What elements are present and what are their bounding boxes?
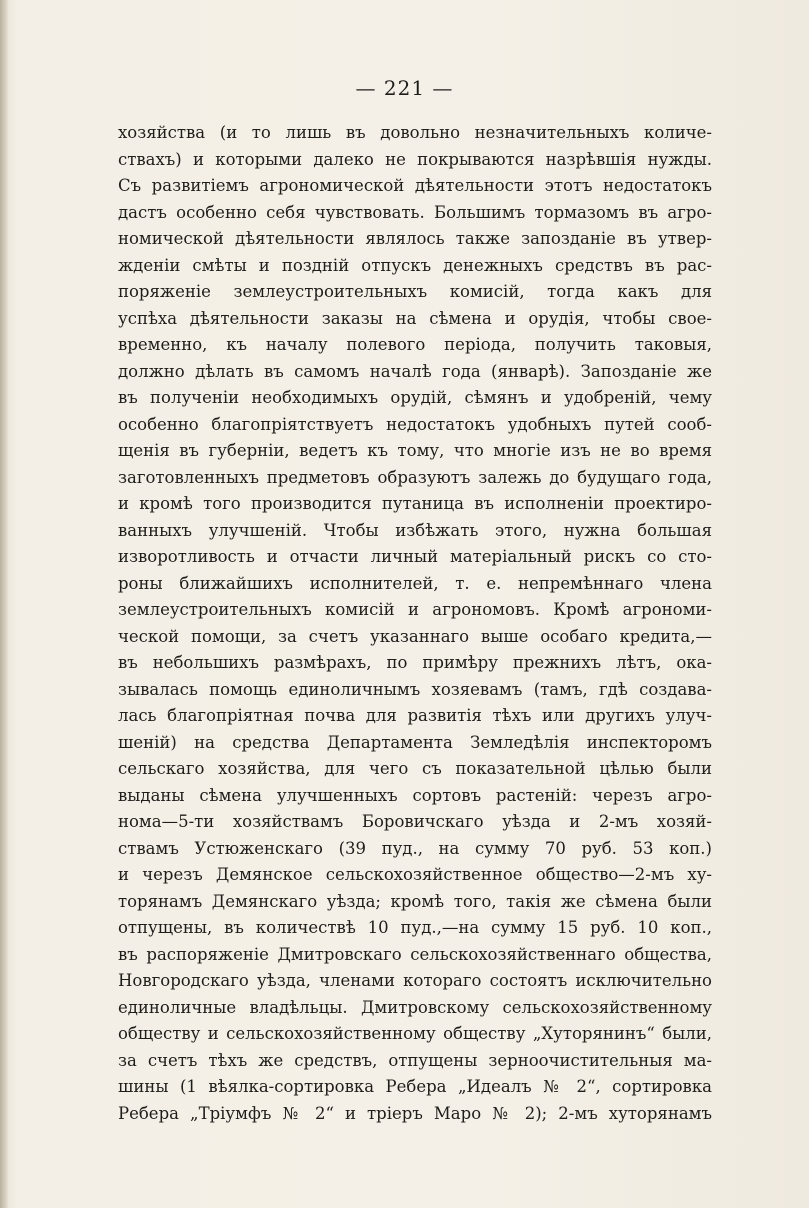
body-text: [118, 120, 712, 1127]
text-line: щенія въ губерніи, ведетъ къ тому, что многіе изъ не во время: [118, 441, 712, 460]
text-line: нома—5-ти хозяйствамъ Боровичскаго уѣзда и 2-мъ хозяй-: [118, 812, 712, 831]
text-line: ванныхъ улучшеній. Чтобы избѣжать этого, нужна большая: [118, 520, 712, 540]
text-line: торянамъ Демянскаго уѣзда; кромѣ того, такія же сѣмена были: [118, 891, 712, 911]
text-line: зывалась помощь единоличнымъ хозяевамъ (тамъ, гдѣ создава-: [118, 679, 712, 699]
text-line: и черезъ Демянское сельскохозяйственное общество—2-мъ ху-: [118, 865, 712, 884]
text-line: Съ развитіемъ агрономической дѣятельности этотъ недостатокъ: [118, 176, 712, 195]
text-line: дастъ особенно себя чувствовать. Большимъ тормазомъ въ агро-: [118, 202, 712, 222]
text-line: номической дѣятельности являлось также запозданіе въ утвер-: [118, 229, 712, 248]
text-line: успѣха дѣятельности заказы на сѣмена и орудія, чтобы свое-: [118, 308, 712, 328]
text-line: и кромѣ того производится путаница въ исполненіи проектиро-: [118, 494, 712, 513]
text-line: Ребера „Тріумфъ № 2“ и тріеръ Маро № 2); 2-мъ хуторянамъ: [118, 1103, 712, 1123]
text-line: обществу и сельскохозяйственному обществу „Хуторянинъ“ были,: [118, 1024, 712, 1043]
text-line: жденіи смѣты и поздній отпускъ денежныхъ средствъ въ рас-: [118, 255, 712, 275]
text-line: шеній) на средства Департамента Земледѣлія инспекторомъ: [118, 732, 712, 752]
text-line: ствамъ Устюженскаго (39 пуд., на сумму 70 руб. 53 коп.): [118, 838, 712, 858]
text-line: должно дѣлать въ самомъ началѣ года (январѣ). Запозданіе же: [118, 361, 712, 381]
text-line: лась благопріятная почва для развитія тѣхъ или другихъ улуч-: [118, 706, 712, 725]
text-line: въ небольшихъ размѣрахъ, по примѣру прежнихъ лѣтъ, ока-: [118, 653, 712, 672]
text-line: роны ближайшихъ исполнителей, т. е. непремѣннаго члена: [118, 573, 712, 593]
text-line: шины (1 вѣялка-сортировка Ребера „Идеалъ № 2“, сортировка: [118, 1077, 712, 1096]
binding-edge: [0, 0, 9, 1208]
text-line: отпущены, въ количествѣ 10 пуд.,—на сумму 15 руб. 10 коп.,: [118, 918, 712, 937]
text-line: ствахъ) и которыми далеко не покрываются назрѣвшія нужды.: [118, 149, 712, 169]
text-line: временно, къ началу полевого періода, получить таковыя,: [118, 335, 712, 354]
text-line: Новгородскаго уѣзда, членами котораго состоятъ исключительно: [118, 971, 712, 990]
text-line: сельскаго хозяйства, для чего съ показательной цѣлью были: [118, 759, 712, 778]
text-line: хозяйства (и то лишь въ довольно незначительныхъ количе-: [118, 123, 712, 142]
text-line: выданы сѣмена улучшенныхъ сортовъ растеній: черезъ агро-: [118, 785, 712, 805]
text-line: заготовленныхъ предметовъ образуютъ залежь до будущаго года,: [118, 467, 712, 487]
text-line: особенно благопріятствуетъ недостатокъ удобныхъ путей сооб-: [118, 414, 712, 434]
text-line: за счетъ тѣхъ же средствъ, отпущены зерноочистительныя ма-: [118, 1050, 712, 1070]
text-line: землеустроительныхъ комисій и агрономовъ. Кромѣ агрономи-: [118, 600, 712, 619]
text-line: въ распоряженіе Дмитровскаго сельскохозяйственнаго общества,: [118, 944, 712, 964]
text-line: поряженіе землеустроительныхъ комисій, тогда какъ для: [118, 282, 712, 301]
text-line: единоличные владѣльцы. Дмитровскому сельскохозяйственному: [118, 997, 712, 1017]
text-line: ческой помощи, за счетъ указаннаго выше особаго кредита,—: [118, 626, 712, 646]
text-line: въ полученіи необходимыхъ орудій, сѣмянъ и удобреній, чему: [118, 388, 712, 407]
text-line: изворотливость и отчасти личный матеріальный рискъ со сто-: [118, 547, 712, 566]
page-number: — 221 —: [355, 76, 454, 100]
